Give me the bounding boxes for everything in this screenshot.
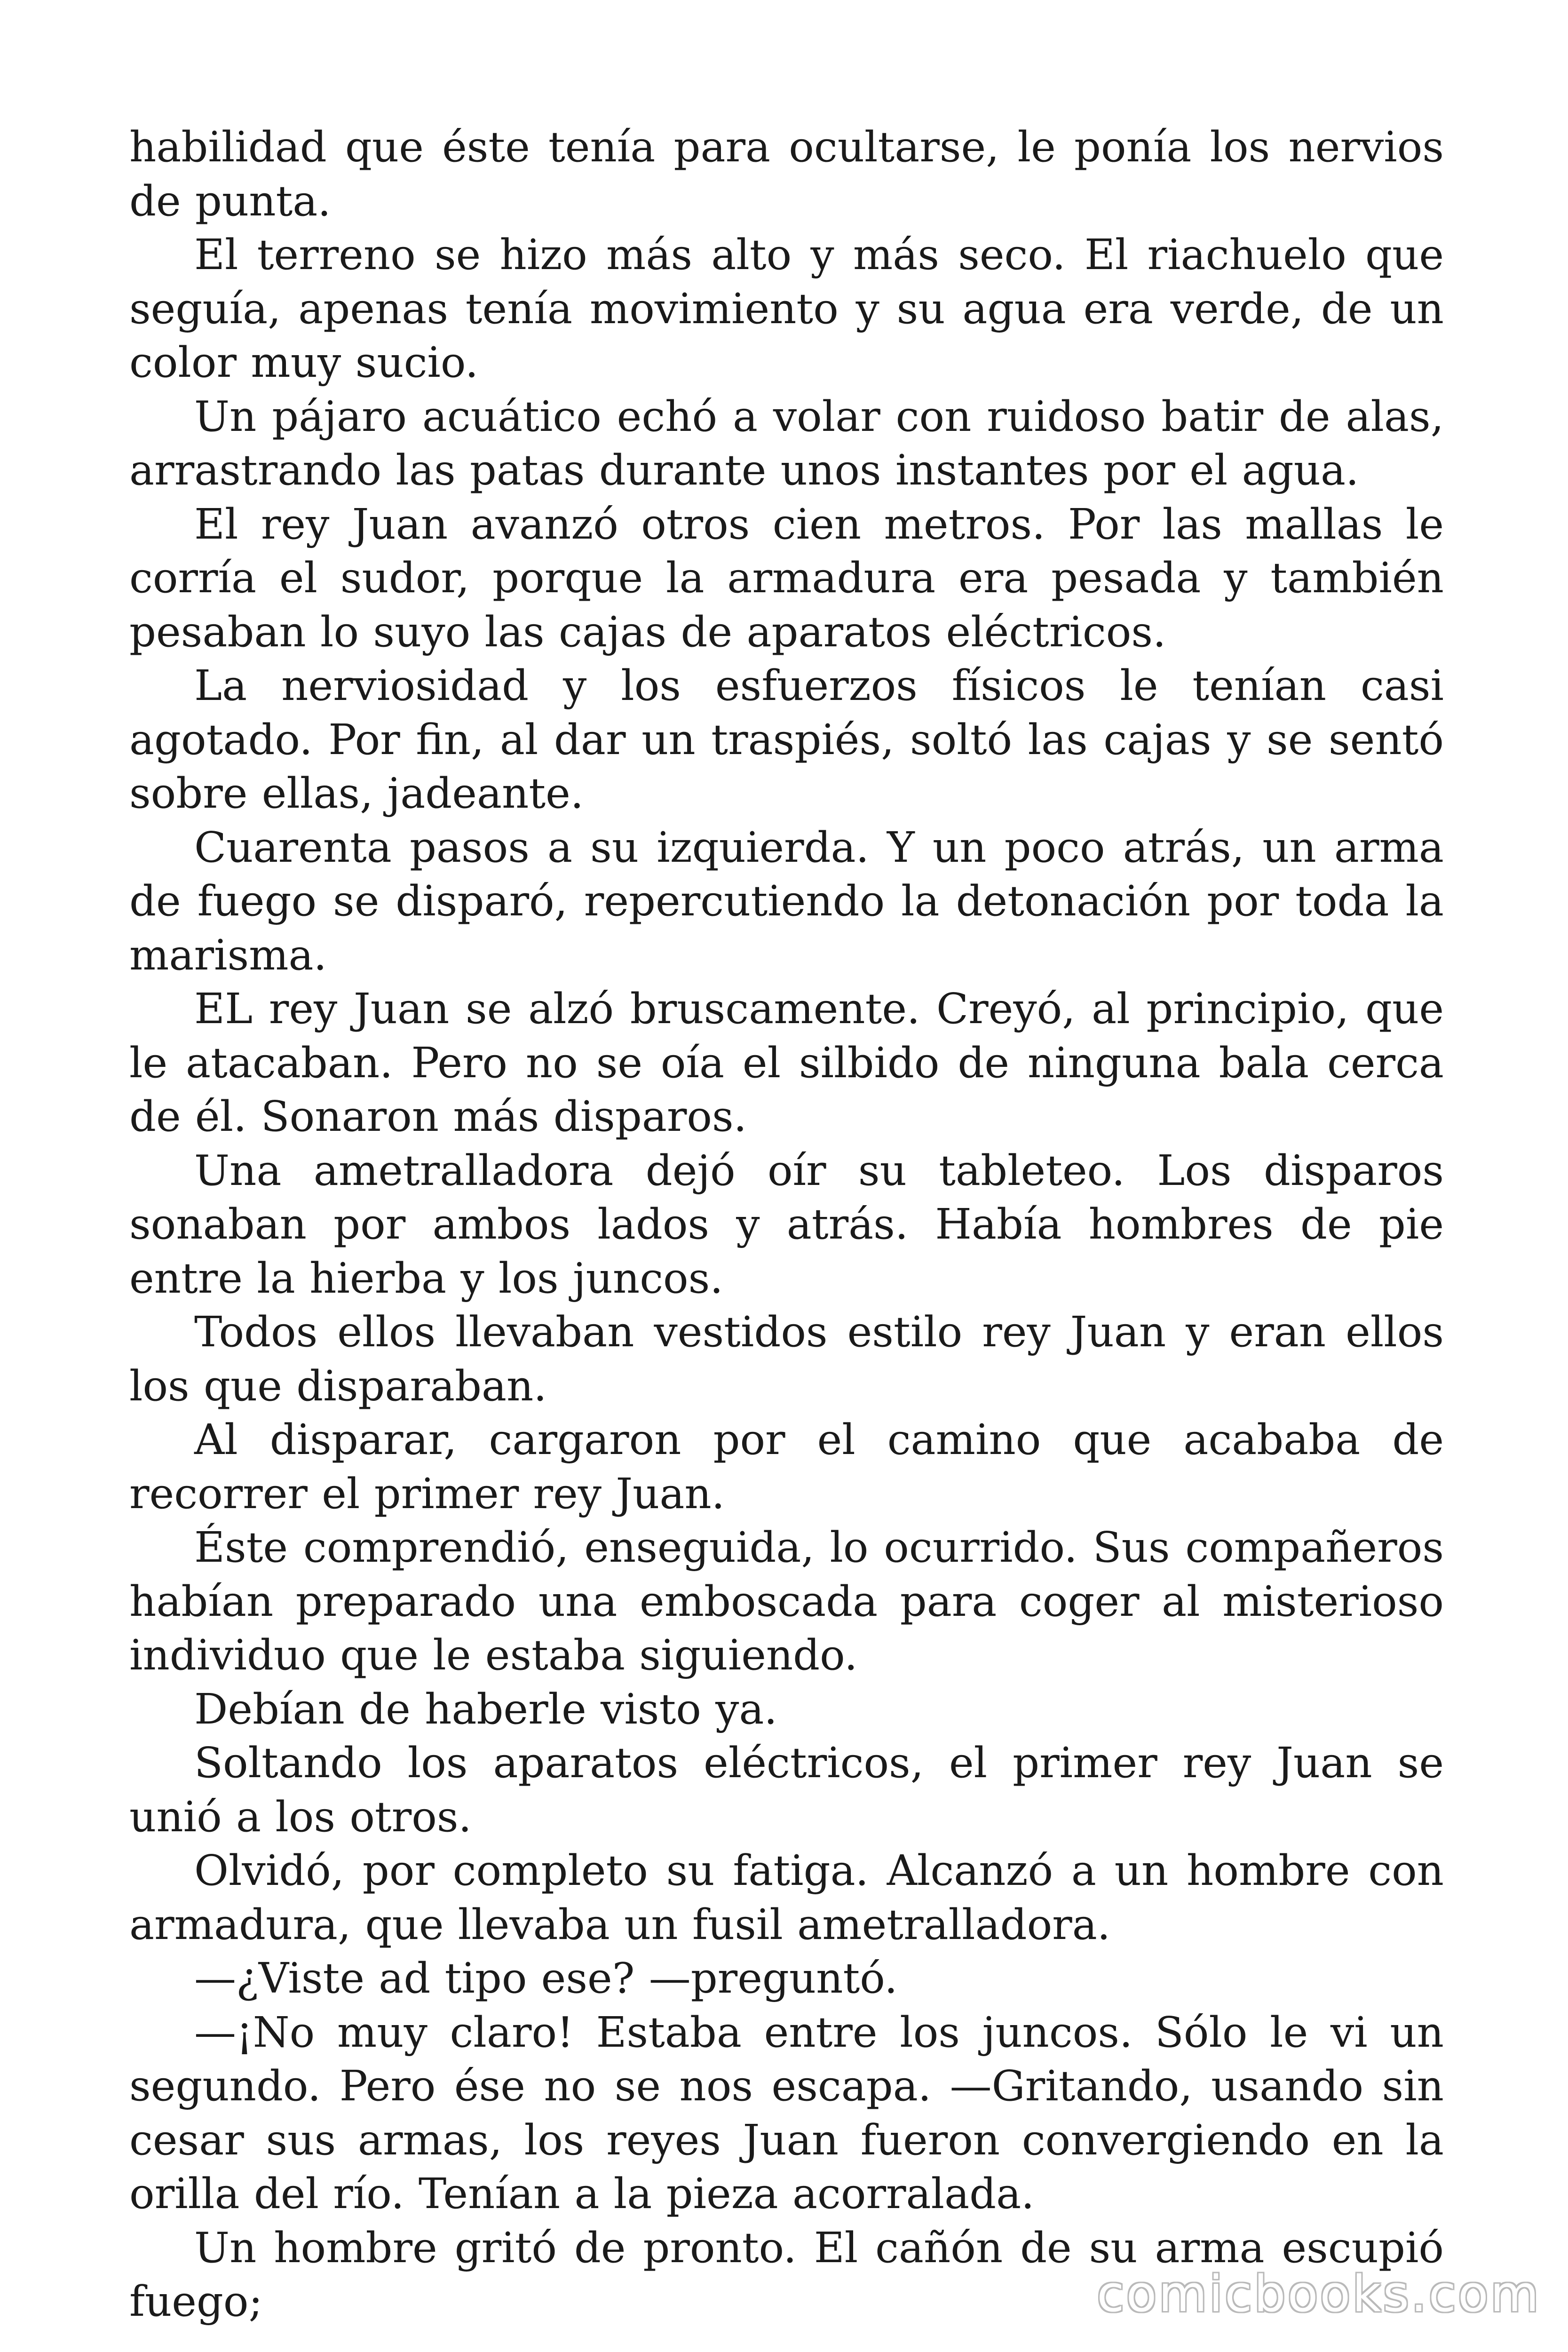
paragraph: El rey Juan avanzó otros cien metros. Por las mallas le corría el sudor, porque la armadura era pesada y también pesaban lo suyo las cajas de aparatos eléctricos. (129, 499, 1444, 656)
watermark: comicbooks.com (1097, 2265, 1541, 2323)
paragraph: El terreno se hizo más alto y más seco. El riachuelo que seguía, apenas tenía movimiento y su agua era verde, de un color muy sucio. (129, 230, 1444, 387)
paragraph: habilidad que éste tenía para ocultarse, le ponía los nervios de punta. (129, 122, 1444, 225)
paragraph: Un pájaro acuático echó a volar con ruidoso batir de alas, arrastrando las patas durante unos instantes por el agua. (129, 391, 1444, 494)
paragraph: La nerviosidad y los esfuerzos físicos le tenían casi agotado. Por fin, al dar un traspiés, soltó las cajas y se sentó sobre ellas, jadeante. (129, 661, 1444, 818)
paragraph: Todos ellos llevaban vestidos estilo rey Juan y eran ellos los que disparaban. (129, 1307, 1444, 1410)
paragraph: Soltando los aparatos eléctricos, el primer rey Juan se unió a los otros. (129, 1738, 1444, 1841)
paragraph: Una ametralladora dejó oír su tableteo. Los disparos sonaban por ambos lados y atrás. Había hombres de pie entre la hierba y los juncos. (129, 1145, 1444, 1303)
page-text (129, 120, 1444, 2328)
paragraph: Debían de haberle visto ya. (194, 1684, 777, 1733)
paragraph: Al disparar, cargaron por el camino que acababa de recorrer el primer rey Juan. (129, 1415, 1444, 1518)
paragraph: Cuarenta pasos a su izquierda. Y un poco atrás, un arma de fuego se disparó, repercutiendo la detonación por toda la marisma. (129, 822, 1444, 979)
paragraph: —¿Viste ad tipo ese? —preguntó. (194, 1954, 898, 2002)
paragraph: EL rey Juan se alzó bruscamente. Creyó, al principio, que le atacaban. Pero no se oía el silbido de ninguna bala cerca de él. Sonaron más disparos. (129, 984, 1444, 1141)
paragraph: —¡No muy claro! Estaba entre los juncos. Sólo le vi un segundo. Pero ése no se nos escapa. —Gritando, usando sin cesar sus armas, los reyes Juan fueron convergiendo en la orilla del río. Tenían a la pieza acorralada. (129, 2007, 1444, 2218)
paragraph: Olvidó, por completo su fatiga. Alcanzó a un hombre con armadura, que llevaba un fusil ametralladora. (129, 1846, 1444, 1949)
paragraph: Un hombre gritó de pronto. El cañón de su arma escupió fuego; (129, 2223, 1444, 2326)
paragraph: Éste comprendió, enseguida, lo ocurrido. Sus compañeros habían preparado una emboscada para coger al misterioso individuo que le estaba siguiendo. (129, 1523, 1444, 1679)
